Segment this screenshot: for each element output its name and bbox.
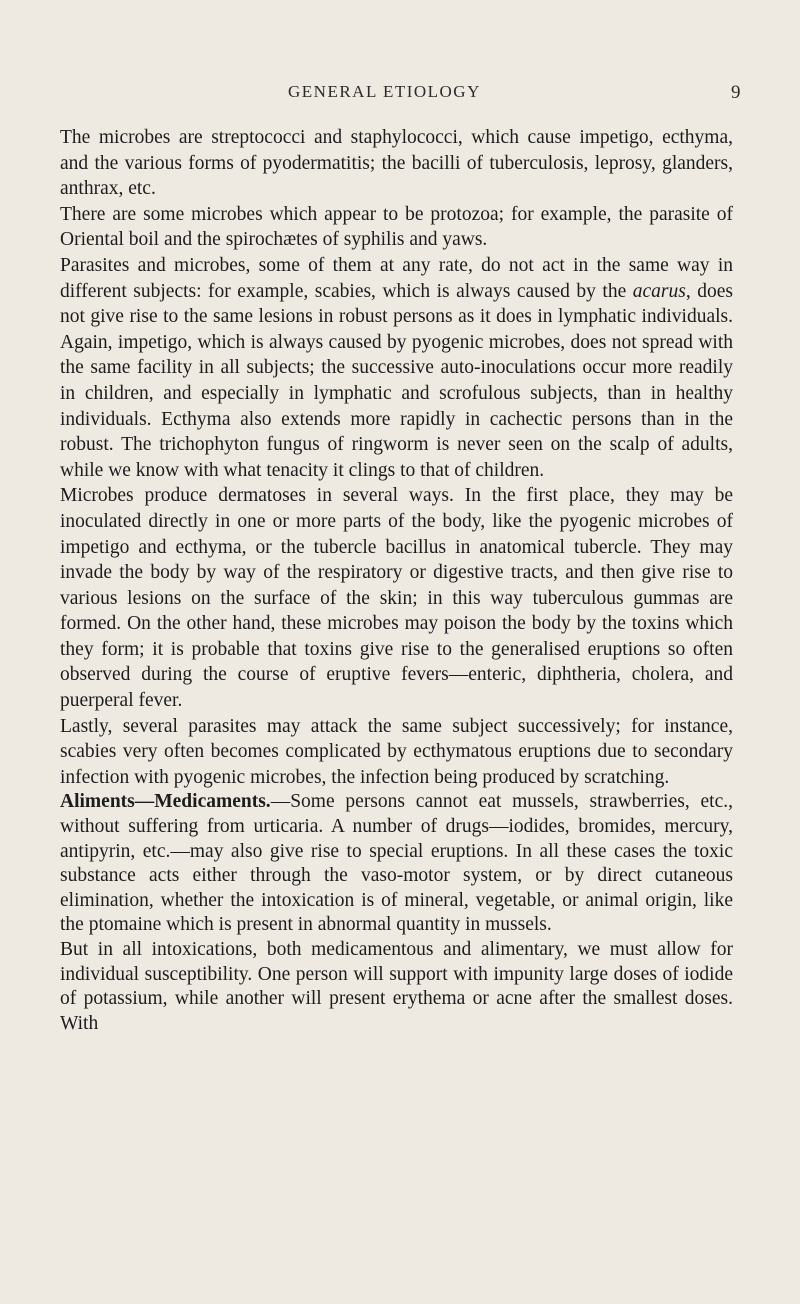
paragraph-2-text: There are some microbes which appear to be protozoa; for example, the parasite of Oriental boil and the spirochætes of syphilis and yaws. xyxy=(60,203,733,251)
paragraph-4-text: Microbes produce dermatoses in several ways. In the first place, they may be inoculated directly in one or more parts of the body, like the pyogenic microbes of impetigo and ecthyma, or the tubercle bacillus in anatomical tubercle. They may invade the body by way of the respiratory or digestive tracts, and then give rise to various lesions on the surface of the skin; in this way tuberculous gummas are formed. On the other hand, these microbes may poison the body by the toxins which they form; it is probable that toxins give rise to the generalised eruptions so often observed during the course of eruptive fevers—enteric, diphtheria, cholera, and puerperal fever. xyxy=(60,485,733,712)
paragraph-5-text: Lastly, several parasites may attack the same subject successively; for instance, scabies very often becomes complicated by ecthymatous eruptions due to secondary infection with pyogenic microbes, the infection being produced by scratching. xyxy=(60,715,733,788)
paragraph-3-text-a: Parasites and microbes, some of them at any rate, do not act in the same way in different subjects: for example, scabies, which is always caused by the xyxy=(60,254,733,302)
paragraph-5 xyxy=(60,714,733,791)
body-text xyxy=(60,125,733,1036)
paragraph-3-text-b: , does not give rise to the same lesions in robust persons as it does in lymphatic individuals. Again, impetigo, which is always caused by pyogenic microbes, does not spread with the same facility in all subjects; the successive auto-inoculations occur more readily in children, and especially in lymphatic and scrofulous subjects, than in healthy individuals. Ecthyma also extends more rapidly in cachectic persons than in the robust. The trichophyton fungus of ringworm is never seen on the scalp of adults, while we know with what tenacity it clings to that of children. xyxy=(60,280,733,481)
paragraph-2 xyxy=(60,202,733,253)
paragraph-7-text: But in all intoxications, both medicamentous and alimentary, we must allow for individual susceptibility. One person will support with impunity large doses of iodide of potassium, while another will present erythema or acne after the smallest doses. With xyxy=(60,939,733,1034)
paragraph-3-italic-term: acarus xyxy=(632,280,686,302)
paragraph-6-text: —Some persons cannot eat mussels, strawberries, etc., without suffering from urticaria. A number of drugs—iodides, bromides, mercury, antipyrin, etc.—may also give rise to special eruptions. In all these cases the toxic substance acts either through the vaso-motor system, or by direct cutaneous elimination, whether the intoxication is of mineral, vegetable, or animal origin, like the ptomaine which is present in abnormal quantity in mussels. xyxy=(60,791,733,936)
page-number: 9 xyxy=(731,82,741,103)
paragraph-3 xyxy=(60,253,733,483)
paragraph-6 xyxy=(60,790,733,938)
section-run-in-heading: Aliments—Medicaments. xyxy=(60,791,271,813)
paragraph-1-text: The microbes are streptococci and staphylococci, which cause impetigo, ecthyma, and the various forms of pyodermatitis; the bacilli of tuberculosis, leprosy, glanders, anthrax, etc. xyxy=(60,127,733,200)
running-title: GENERAL ETIOLOGY xyxy=(288,82,481,101)
running-head xyxy=(0,82,800,106)
paragraph-1 xyxy=(60,125,733,202)
paragraph-7 xyxy=(60,938,733,1036)
paragraph-4 xyxy=(60,483,733,713)
